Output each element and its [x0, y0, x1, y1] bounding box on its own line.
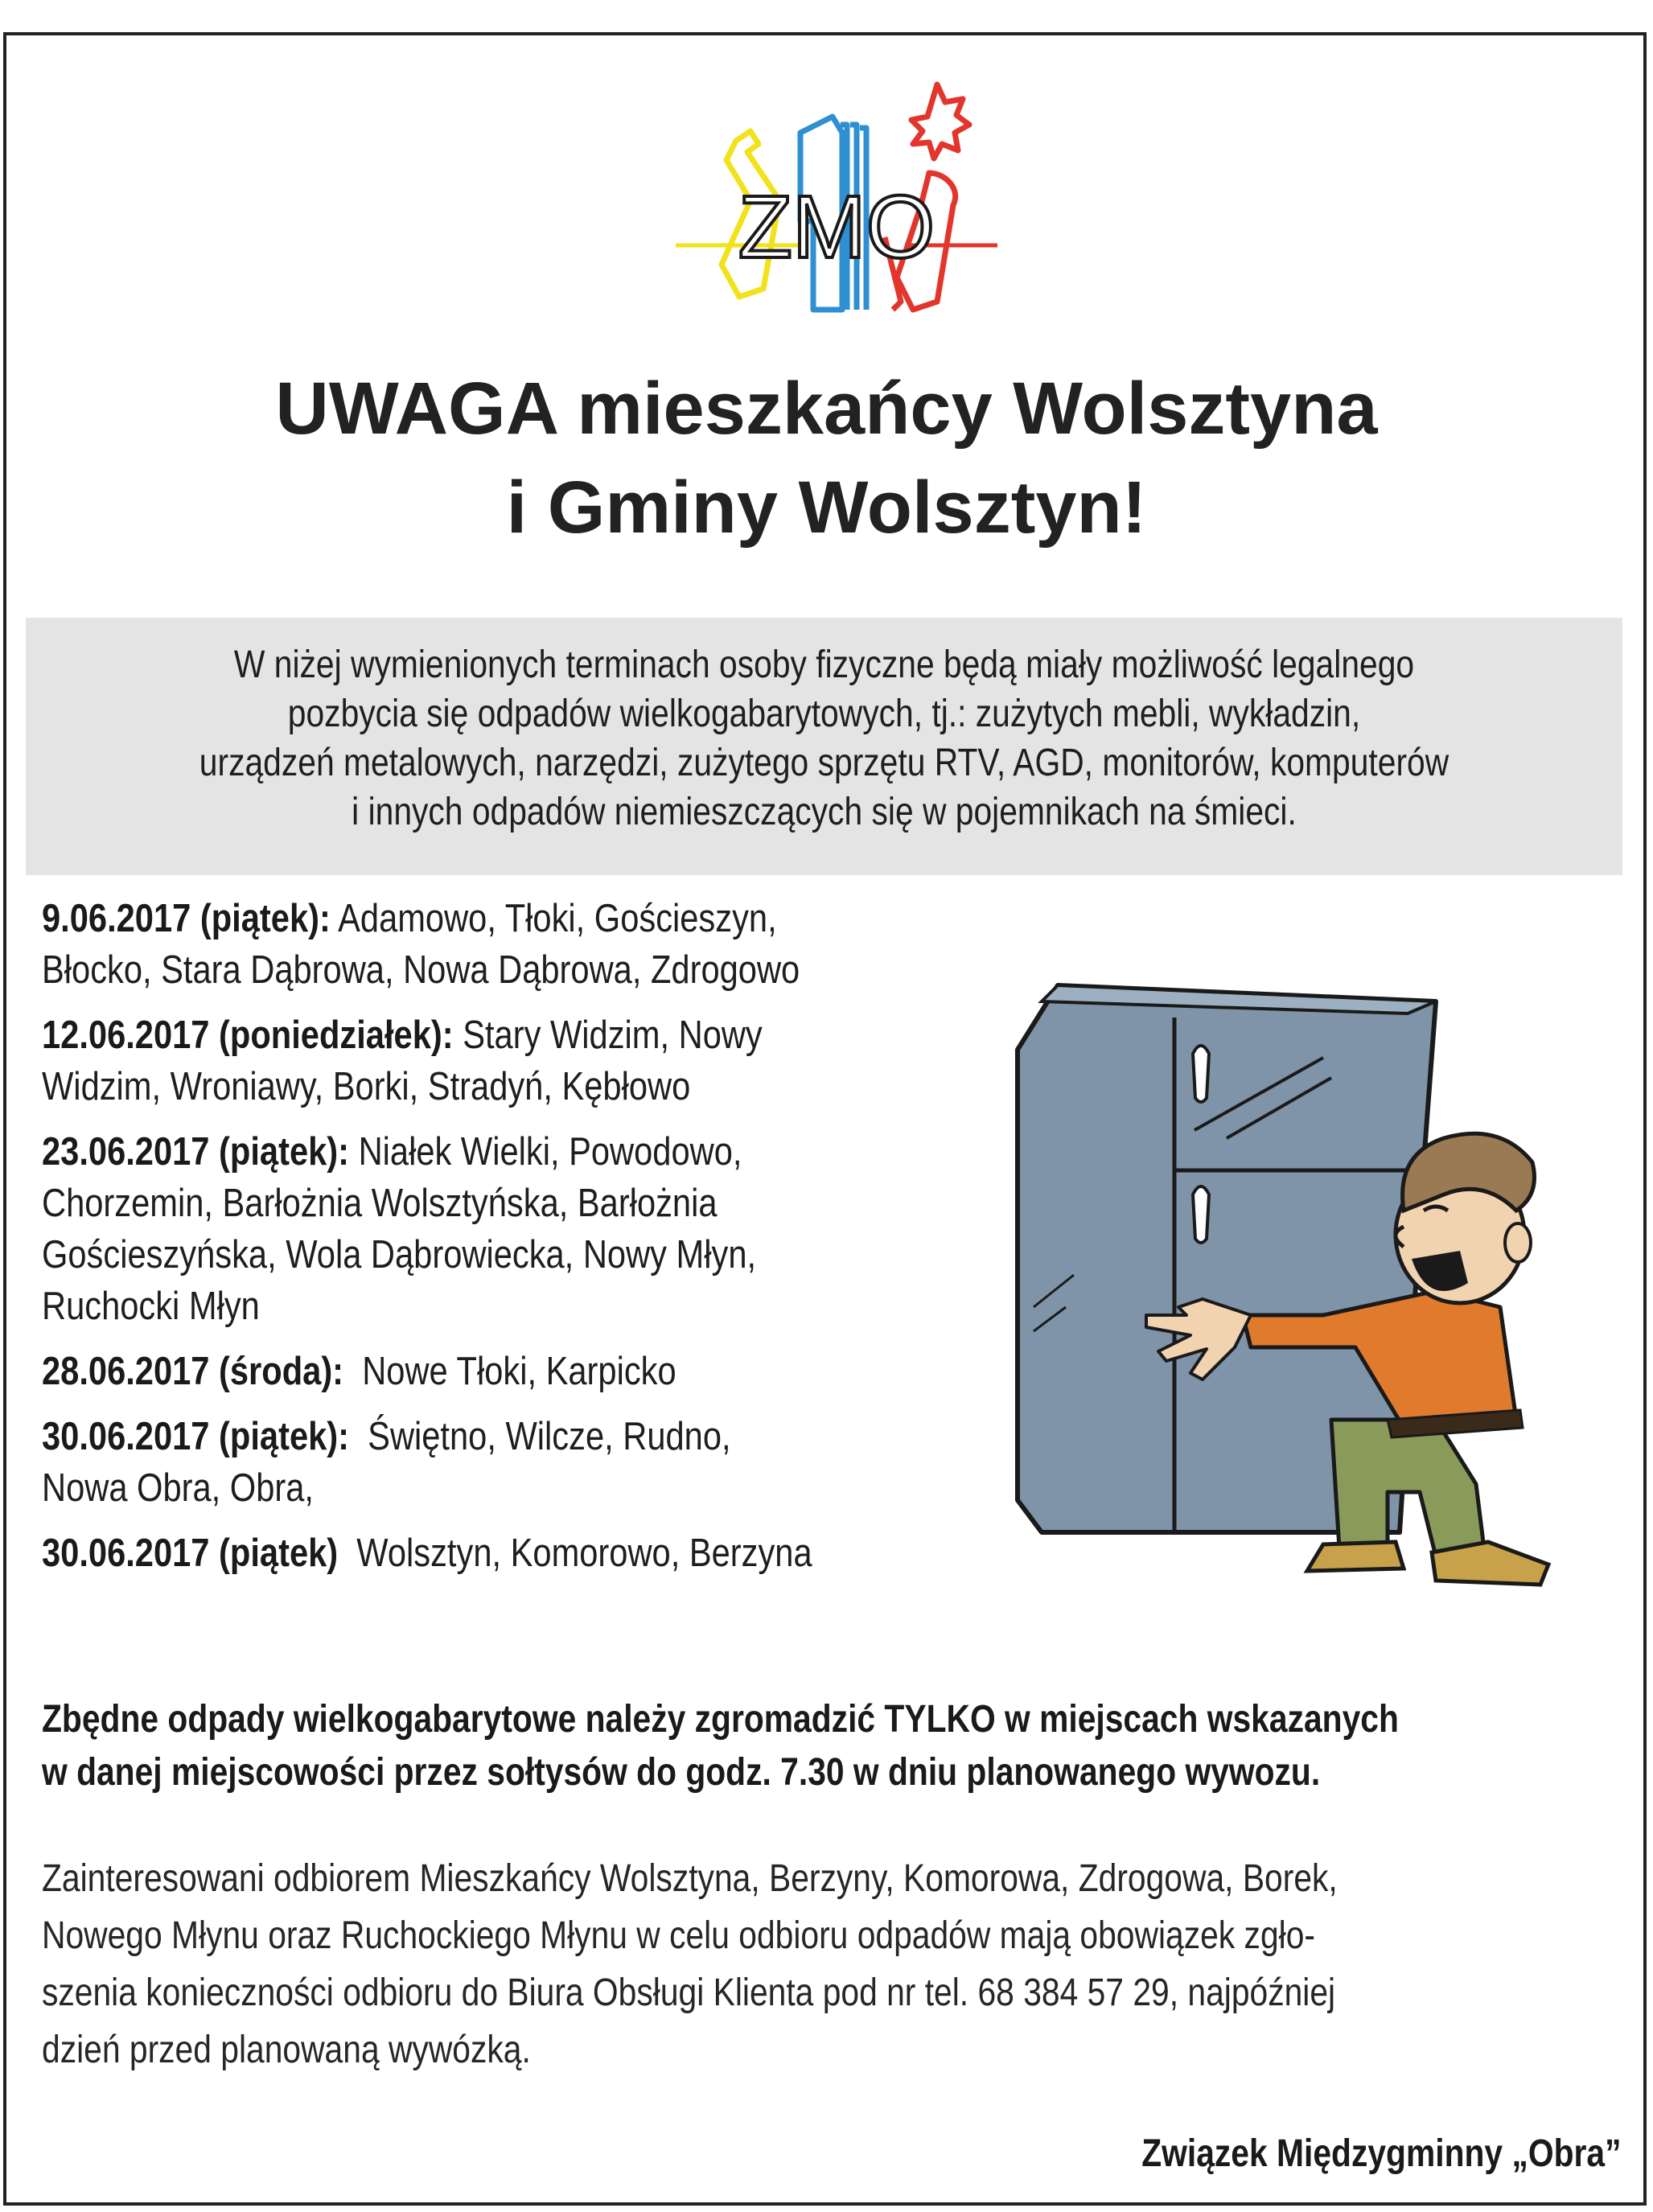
- page-title-line2: i Gminy Wolsztyn!: [506, 467, 1147, 549]
- intro-line: i innych odpadów niemieszczących się w pojemnikach na śmieci.: [352, 791, 1297, 833]
- schedule-date: 30.06.2017 (piątek): [42, 1532, 339, 1575]
- schedule-date: 28.06.2017 (środa):: [42, 1350, 344, 1393]
- schedule-places: Nowa Obra, Obra,: [42, 1466, 314, 1510]
- contact-paragraph: [42, 1850, 1618, 2078]
- schedule-date: 30.06.2017 (piątek):: [42, 1415, 350, 1458]
- schedule-date: 9.06.2017 (piątek):: [42, 897, 331, 940]
- contact-line: dzień przed planowaną wywózką.: [42, 2029, 531, 2071]
- contact-line: Zainteresowani odbiorem Mieszkańcy Wolsztyna, Berzyny, Komorowa, Zdrogowa, Borek,: [42, 1857, 1338, 1900]
- schedule-places: Wolsztyn, Komorowo, Berzyna: [356, 1532, 812, 1575]
- page-title-line1: UWAGA mieszkańcy Wolsztyna: [275, 368, 1378, 450]
- schedule-entry: [42, 1009, 1031, 1112]
- contact-line: Nowego Młynu oraz Ruchockiego Młynu w celu odbioru odpadów mają obowiązek zgło-: [42, 1914, 1315, 1957]
- schedule-places: Widzim, Wroniawy, Borki, Stradyń, Kębłowo: [42, 1065, 691, 1108]
- fridge-man-illustration: [985, 969, 1573, 1589]
- notice-line: w danej miejscowości przez sołtysów do godz. 7.30 w dniu planowanego wywozu.: [42, 1751, 1321, 1794]
- schedule-places: Błocko, Stara Dąbrowa, Nowa Dąbrowa, Zdrogowo: [42, 948, 800, 992]
- schedule-places: Adamowo, Tłoki, Gościeszyn,: [338, 897, 777, 940]
- schedule-places: Gościeszyńska, Wola Dąbrowiecka, Nowy Młyn,: [42, 1233, 757, 1277]
- notice-text: [42, 1693, 1618, 1799]
- schedule-entry: [42, 1527, 1031, 1579]
- schedule-places: Chorzemin, Barłożnia Wolsztyńska, Barłożnia: [42, 1182, 718, 1225]
- schedule-entry: [42, 893, 1031, 996]
- contact-line: szenia konieczności odbioru do Biura Obsługi Klienta pod nr tel. 68 384 57 29, najpóźniej: [42, 1971, 1336, 2014]
- schedule-places: Ruchocki Młyn: [42, 1285, 260, 1328]
- schedule-places: Nowe Tłoki, Karpicko: [362, 1350, 676, 1393]
- intro-box: [26, 618, 1622, 875]
- schedule-places: Świętno, Wilcze, Rudno,: [368, 1415, 731, 1458]
- schedule-list: [42, 893, 1031, 1593]
- schedule-entry: [42, 1346, 1031, 1397]
- schedule-places: Stary Widzim, Nowy: [463, 1013, 763, 1057]
- schedule-entry: [42, 1126, 1031, 1332]
- schedule-date: 12.06.2017 (poniedziałek):: [42, 1013, 454, 1057]
- signature: Związek Międzygminny „Obra”: [1141, 2132, 1621, 2175]
- intro-line: W niżej wymienionych terminach osoby fizyczne będą miały możliwość legalnego: [233, 643, 1415, 686]
- intro-line: urządzeń metalowych, narzędzi, zużytego sprzętu RTV, AGD, monitorów, komputerów: [199, 742, 1449, 784]
- intro-line: pozbycia się odpadów wielkogabarytowych, tj.: zużytych mebli, wykładzin,: [287, 693, 1361, 735]
- notice-line: Zbędne odpady wielkogabarytowe należy zgromadzić TYLKO w miejscach wskazanych: [42, 1698, 1399, 1741]
- schedule-places: Niałek Wielki, Powodowo,: [358, 1130, 742, 1174]
- zmo-logo: [672, 76, 1001, 318]
- logo-text: ZMO: [738, 178, 935, 277]
- schedule-date: 23.06.2017 (piątek):: [42, 1130, 350, 1174]
- schedule-entry: [42, 1411, 1031, 1514]
